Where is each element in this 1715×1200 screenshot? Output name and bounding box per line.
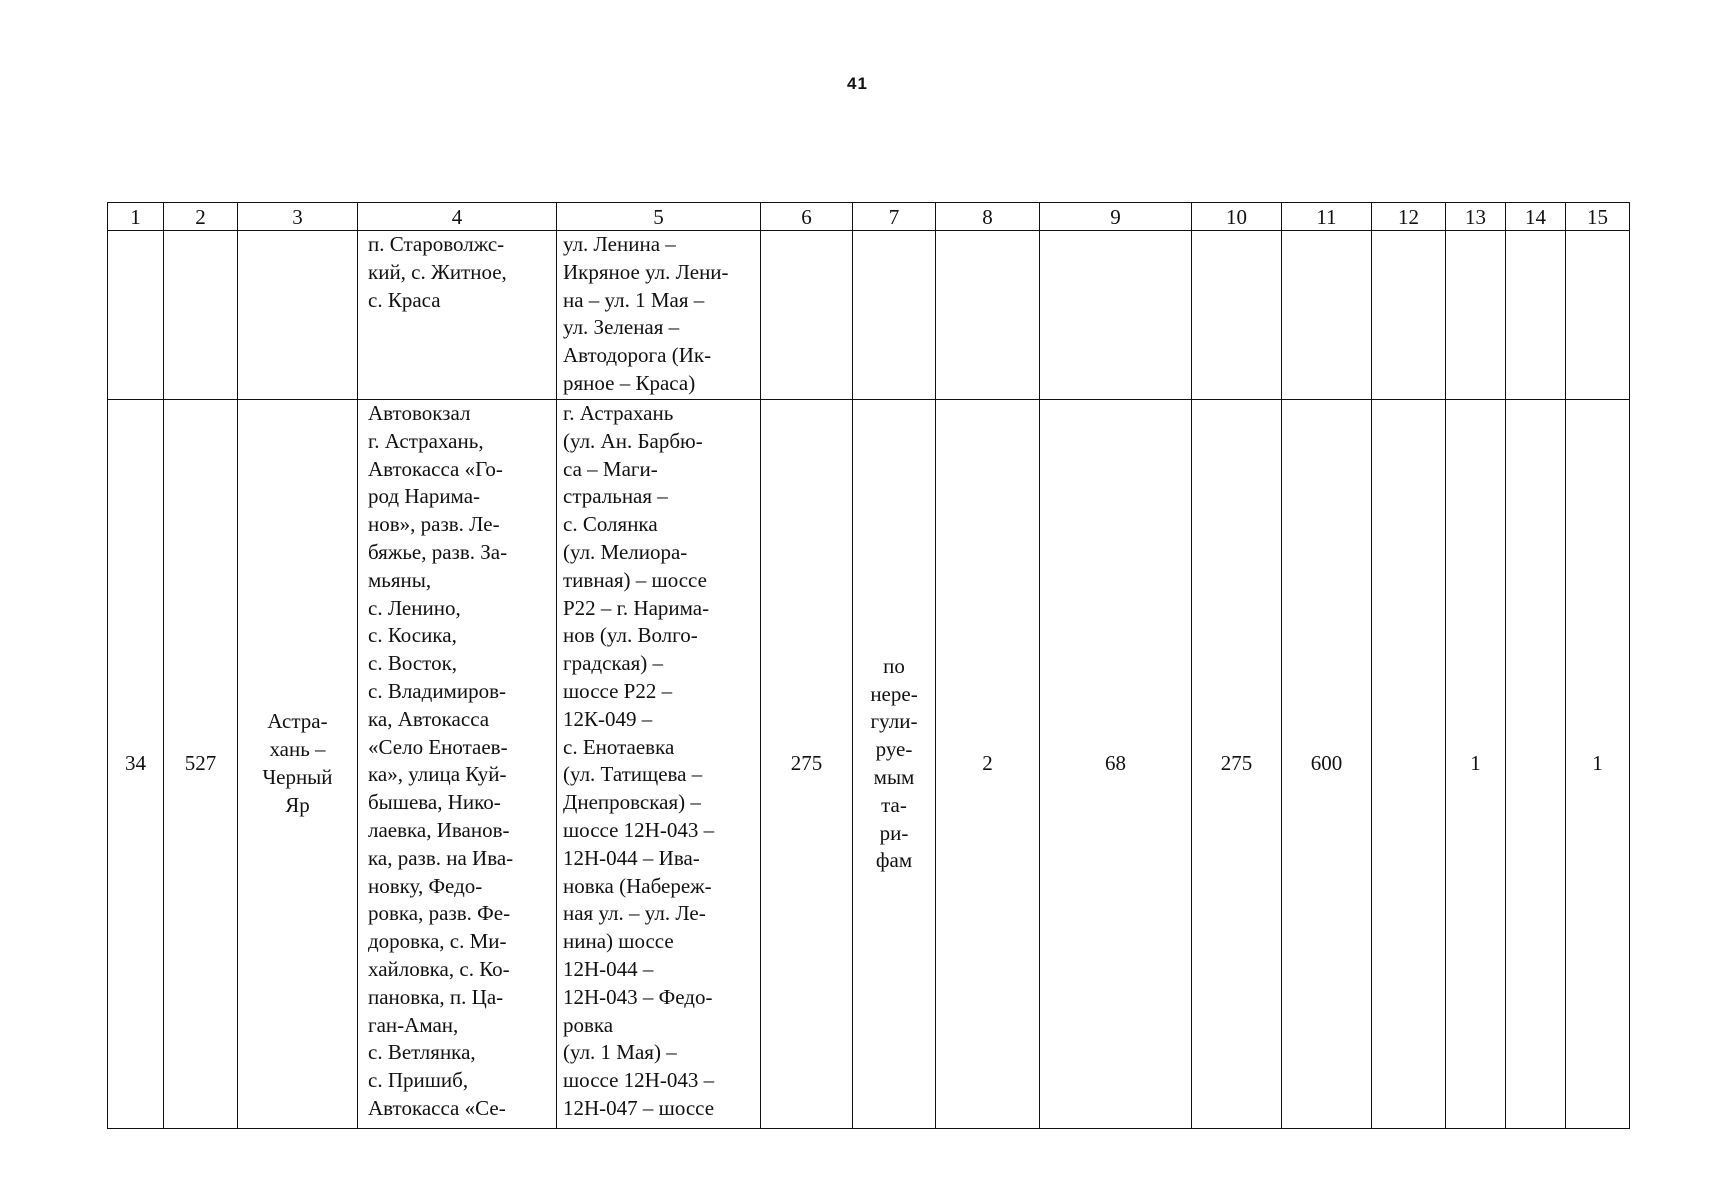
header-cell: 2 [164,203,238,231]
table-cell-empty [1506,231,1566,400]
table-cell-empty [1372,231,1446,400]
header-cell: 15 [1566,203,1630,231]
column-13-cell: 1 [1446,400,1506,1129]
table-header-row [108,203,1630,231]
column-12-cell [1372,400,1446,1129]
route-number-cell: 34 [108,400,164,1129]
header-cell: 13 [1446,203,1506,231]
table-cell-empty [1192,231,1282,400]
column-9-cell: 68 [1040,400,1192,1129]
column-15-cell: 1 [1566,400,1630,1129]
header-cell: 7 [853,203,936,231]
table-row-continuation [108,231,1630,400]
stops-list-cell: Автовокзал г. Астрахань, Автокасса «Го- род Нарима- нов», разв. Ле- бяжье, разв. За- мьяны, с. Ленино, с. Косика, с. Восток, с. Владимиров- ка, Автокасса «Село Енотаев- ка», улица Куй- бышева, Нико- лаевка, Иванов- ка, разв. на Ива- новку, Федо- ровка, разв. Фе- доровка, с. Ми- хайловка, с. Ко- пановка, п. Ца- ган-Аман, с. Ветлянка, с. Пришиб, Автокасса «Се- [358,400,557,1129]
stops-list-cell: п. Староволжс- кий, с. Житное, с. Краса [358,231,557,400]
route-name-cell: Астра- хань – Черный Яр [238,400,358,1129]
column-10-cell: 275 [1192,400,1282,1129]
tariff-type-cell: по нере- гули- руе- мым та- ри- фам [853,400,936,1129]
header-cell: 1 [108,203,164,231]
route-length-cell: 275 [761,400,853,1129]
table-row-34 [108,400,1630,1129]
route-table [107,202,1630,1129]
registration-number-cell: 527 [164,400,238,1129]
route-path-cell: ул. Ленина – Икряное ул. Лени- на – ул. 1 Мая – ул. Зеленая – Автодорога (Ик- ряное – Краса) [557,231,761,400]
page-number: 41 [847,74,868,93]
header-cell: 6 [761,203,853,231]
column-14-cell [1506,400,1566,1129]
header-cell: 12 [1372,203,1446,231]
header-cell: 10 [1192,203,1282,231]
header-cell: 9 [1040,203,1192,231]
header-cell: 5 [557,203,761,231]
route-path-cell: г. Астрахань (ул. Ан. Барбю- са – Маги- стральная – с. Солянка (ул. Мелиора- тивная) – шоссе Р22 – г. Нарима- нов (ул. Волго- градская) – шоссе Р22 – 12К-049 – с. Енотаевка (ул. Татищева – Днепровская) – шоссе 12Н-043 – 12Н-044 – Ива- новка (Набереж- ная ул. – ул. Ле- нина) шоссе 12Н-044 – 12Н-043 – Федо- ровка (ул. 1 Мая) – шоссе 12Н-043 – 12Н-047 – шоссе [557,400,761,1129]
table-cell-empty [1282,231,1372,400]
table-cell-empty [1040,231,1192,400]
column-11-cell: 600 [1282,400,1372,1129]
column-8-cell: 2 [936,400,1040,1129]
table-cell-empty [1566,231,1630,400]
table-cell-empty [1446,231,1506,400]
header-cell: 11 [1282,203,1372,231]
table-cell-empty [853,231,936,400]
header-cell: 14 [1506,203,1566,231]
table-cell-empty [108,231,164,400]
header-cell: 8 [936,203,1040,231]
header-cell: 3 [238,203,358,231]
table-cell-empty [238,231,358,400]
table-cell-empty [761,231,853,400]
table-cell-empty [164,231,238,400]
table-cell-empty [936,231,1040,400]
header-cell: 4 [358,203,557,231]
